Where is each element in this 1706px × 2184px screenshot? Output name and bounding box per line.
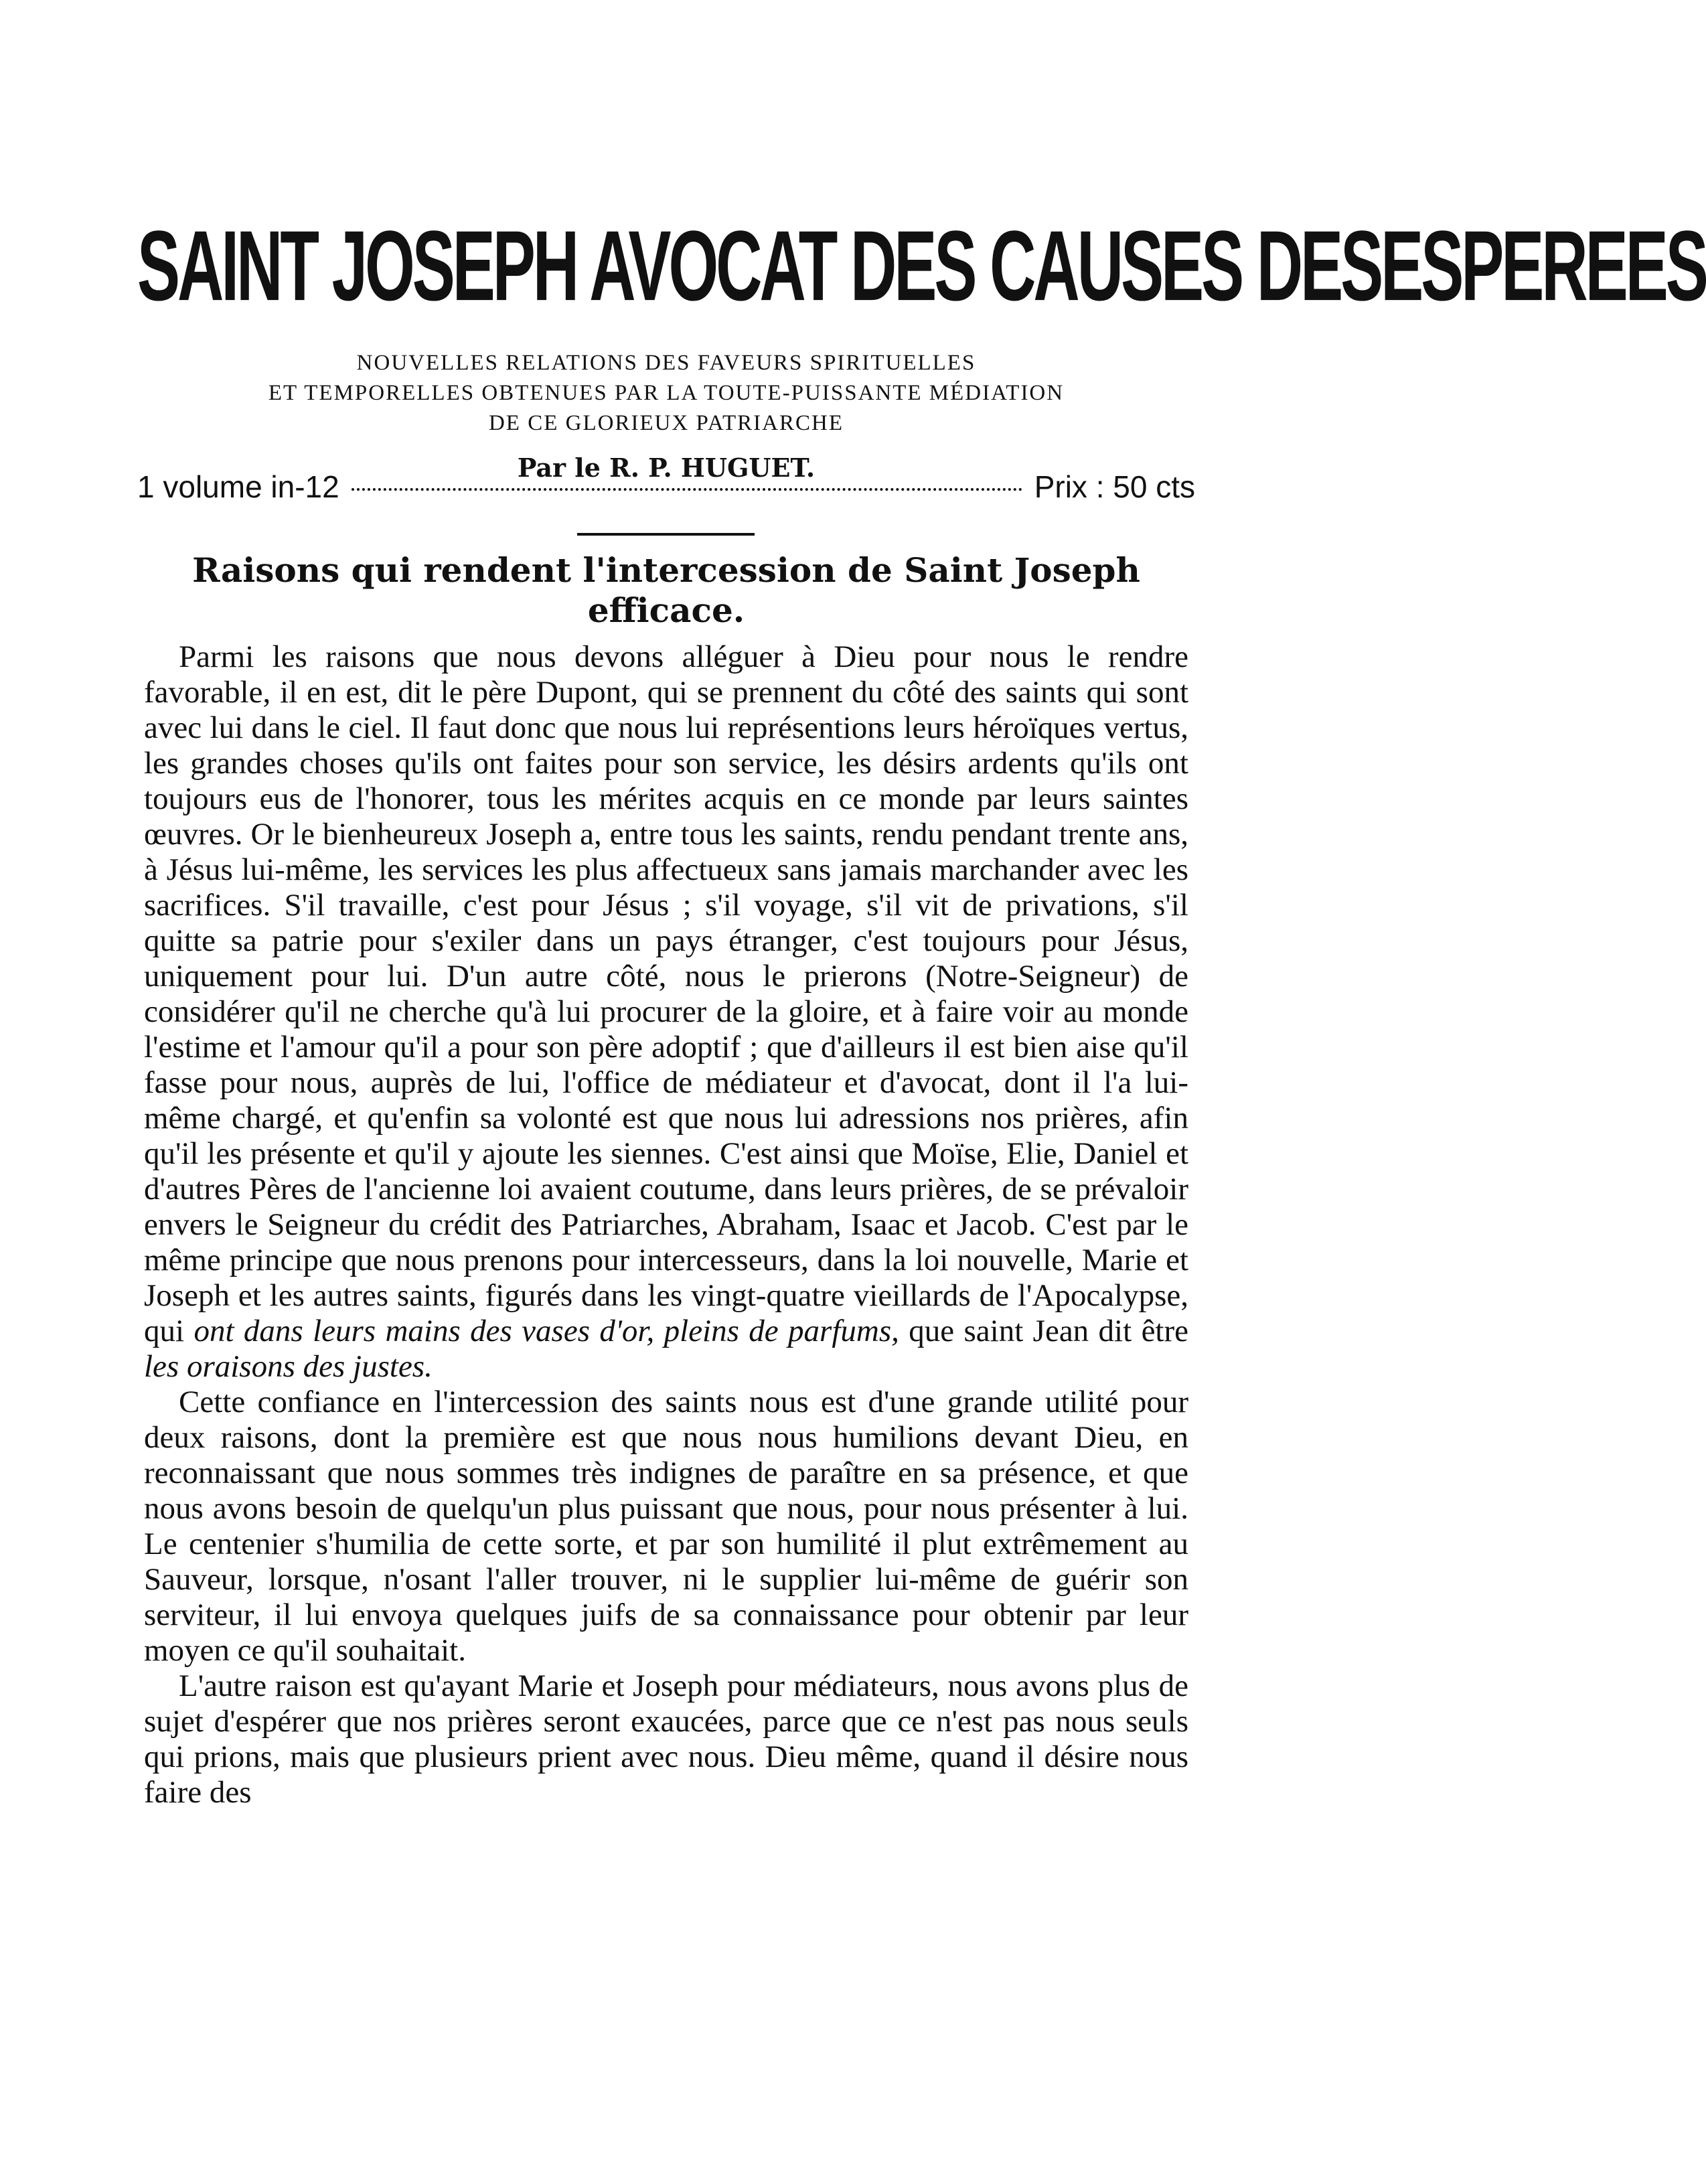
paragraph-2: Cette confiance en l'intercession des saints nous est d'une grande utilité pour deux raisons, dont la première est que nous nous humilions devant Dieu, en reconnaissant que nous sommes très indignes de paraître en sa présence, et que nous avons besoin de quelqu'un plus puissant que nous, pour nous présenter à lui. Le centenier s'humilia de cette sorte, et par son humilité il plut extrêmement au Sauveur, lorsque, n'osant l'aller trouver, ni le supplier lui-même de guérir son serviteur, il lui envoya quelques juifs de sa connaissance pour obtenir par leur moyen ce qu'il souhaitait. xyxy=(144,1385,1188,1668)
book-subtitle xyxy=(137,348,1195,439)
paragraph-text: que saint Jean dit être xyxy=(899,1314,1188,1348)
book-title: SAINT JOSEPH AVOCAT DES CAUSES DESESPEREES xyxy=(137,210,1706,322)
subtitle-line: NOUVELLES RELATIONS DES FAVEURS SPIRITUELLES xyxy=(356,351,976,375)
paragraph-1 xyxy=(144,639,1188,1385)
paragraph-text: Parmi les raisons que nous devons alléguer à Dieu pour nous le rendre favorable, il en est, dit le père Dupont, qui se prennent du côté des saints qui sont avec lui dans le ciel. Il faut donc que nous lui représentions leurs héroïques vertus, les grandes choses qu'ils ont faites pour son service, les désirs ardents qu'ils ont toujours eus de l'honorer, tous les mérites acquis en ce monde par leurs saintes œuvres. Or le bienheureux Joseph a, entre tous les saints, rendu pendant trente ans, à Jésus lui-même, les services les plus affectueux sans jamais marchander avec les sacrifices. S'il travaille, c'est pour Jésus ; s'il voyage, s'il vit de privations, s'il quitte sa patrie pour s'exiler dans un pays étranger, c'est toujours pour Jésus, uniquement pour lui. D'un autre côté, nous le prierons (Notre-Seigneur) de considérer qu'il ne cherche qu'à lui procurer de la gloire, et à faire voir au monde l'estime et l'amour qu'il a pour son père adoptif ; que d'ailleurs il est bien aise qu'il fasse pour nous, auprès de lui, l'office de médiateur et d'avocat, dont il l'a lui-même chargé, et qu'enfin sa volonté est que nous lui adressions nos prières, afin qu'il les présente et qu'il y ajoute les siennes. C'est ainsi que Moïse, Elie, Daniel et d'autres Pères de l'ancienne loi avaient coutume, dans leurs prières, de se prévaloir envers le Seigneur du crédit des Patriarches, Abraham, Isaac et Jacob. C'est par le même principe que nous prenons pour intercesseurs, dans la loi nouvelle, Marie et Joseph et les autres saints, figurés dans les vingt-quatre vieillards de l'Apocalypse, qui xyxy=(144,639,1188,1348)
section-heading-line: efficace. xyxy=(587,591,745,630)
advertisement-header xyxy=(137,194,1706,488)
subtitle-line: ET TEMPORELLES OBTENUES PAR LA TOUTE-PUISSANTE MÉDIATION xyxy=(268,381,1065,405)
article-body xyxy=(144,639,1188,1810)
dot-leader xyxy=(352,488,1022,491)
section-heading xyxy=(144,550,1188,631)
section-heading-line: Raisons qui rendent l'intercession de Saint Joseph xyxy=(192,550,1140,590)
paragraph-3: L'autre raison est qu'ayant Marie et Joseph pour médiateurs, nous avons plus de sujet d'espérer que nos prières seront exaucées, parce que ce n'est pas nous seuls qui prions, mais que plusieurs prient avec nous. Dieu même, quand il désire nous faire des xyxy=(144,1668,1188,1810)
volume-price-line xyxy=(137,469,1195,505)
subtitle-line: DE CE GLORIEUX PATRIARCHE xyxy=(488,411,844,435)
author-line: Par le R. P. HUGUET. xyxy=(517,453,816,483)
italic-quote: les oraisons des justes. xyxy=(144,1349,433,1384)
volume-label: 1 volume in-12 xyxy=(137,469,339,504)
price-label: Prix : 50 cts xyxy=(1034,469,1195,504)
section-divider xyxy=(577,533,755,536)
italic-quote: ont dans leurs mains des vases d'or, pleins de parfums, xyxy=(193,1314,899,1348)
